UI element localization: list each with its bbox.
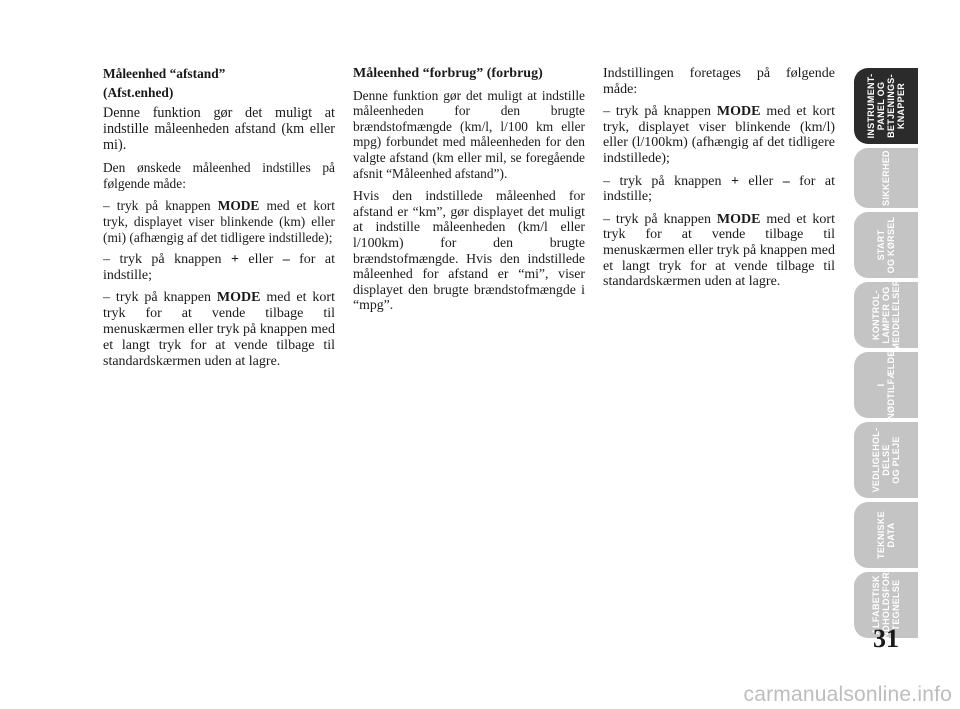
paragraph: – tryk på knappen MODE med et kort tryk, displayet viser blinkende (km) eller (mi) (afhængig af det tidligere indstillede);	[103, 198, 335, 245]
heading-line-2: (Afst.enhed)	[103, 84, 174, 100]
section-heading-distance	[103, 66, 335, 100]
mode-key-label: MODE	[716, 104, 761, 120]
column-3	[603, 66, 835, 297]
mode-key-label: MODE	[716, 211, 761, 227]
tab-label: ALFABETISK INDHOLDSFOR- TEGNELSE	[871, 568, 901, 642]
minus-key-label: –	[282, 252, 290, 268]
paragraph: Hvis den indstillede måleenhed for afstand er “km”, gør displayet det muligt at indstille måleenheden (km/l eller l/100km) for den brugte brændstofmængde. Hvis den indstillede måleenhed for afstand er “mi”, viser displayet den brugte brændstofmængde i “mpg”.	[353, 188, 585, 313]
paragraph: – tryk på knappen + eller – for at indstille;	[103, 252, 335, 283]
tab-label: START OG KØRSEL	[876, 216, 896, 274]
column-1	[103, 66, 335, 377]
section-heading-consumption: Måleenhed “forbrug” (forbrug)	[353, 66, 543, 81]
tab-start-driving[interactable]	[854, 212, 918, 278]
tab-label: INSTRUMENT- PANEL OG BETJENINGS- KNAPPER	[866, 73, 906, 139]
paragraph: Den ønskede måleenhed indstilles på følgende måde:	[103, 160, 335, 191]
paragraph: Denne funktion gør det muligt at indstille måleenheden afstand (km eller mi).	[103, 105, 335, 154]
chapter-tabs	[854, 68, 918, 642]
tab-maintenance[interactable]	[854, 422, 918, 498]
tab-emergency[interactable]	[854, 352, 918, 418]
tab-label: VEDLIGEHOL- DELSE OG PLEJE	[871, 427, 901, 493]
paragraph: Denne funktion gør det muligt at indstille måleenheden for den brugte brændstofmængde (km/l, l/100 km eller mpg) forbundet med måleenheden for den valgte afstand (km eller mil, se foregående afsnit “Måleenhed afstand”).	[353, 87, 585, 181]
tab-instrument-panel[interactable]	[854, 68, 918, 144]
plus-key-label: +	[230, 252, 239, 268]
watermark: carmanualsonline.info	[743, 683, 952, 706]
paragraph: – tryk på knappen MODE med et kort tryk, displayet viser blinkende (km/l) eller (l/100km) (afhængig af det tidligere indstillede);	[603, 104, 835, 166]
mode-key-label: MODE	[216, 290, 261, 306]
tab-warning-lights[interactable]	[854, 279, 918, 351]
paragraph: – tryk på knappen MODE med et kort tryk for at vende tilbage til menuskærmen eller tryk på knappen med et langt tryk for at vende tilbage til standardskærmen uden at lagre.	[103, 290, 335, 370]
tab-safety[interactable]	[854, 148, 918, 208]
heading-line-1: Måleenhed “afstand”	[103, 66, 226, 81]
tab-label: TEKNISKE DATA	[876, 511, 896, 559]
tab-label: KONTROL- LAMPER OG MEDDELELSER	[871, 279, 901, 351]
tab-label: SIKKERHED	[881, 150, 891, 206]
paragraph: Indstillingen foretages på følgende måde:	[603, 66, 835, 97]
plus-key-label: +	[730, 173, 739, 189]
minus-key-label: –	[782, 173, 790, 189]
mode-key-label: MODE	[217, 198, 260, 214]
column-2	[353, 66, 585, 320]
tab-technical-data[interactable]	[854, 502, 918, 568]
tab-label: I NØDTILFÆLDE	[876, 350, 896, 420]
paragraph: – tryk på knappen MODE med et kort tryk for at vende tilbage til menuskærmen eller tryk på knappen med et langt tryk for at vende tilbage til standardskærmen uden at lagre.	[603, 211, 835, 290]
page-number: 31	[873, 624, 899, 653]
paragraph: – tryk på knappen + eller – for at indstille;	[603, 173, 835, 205]
